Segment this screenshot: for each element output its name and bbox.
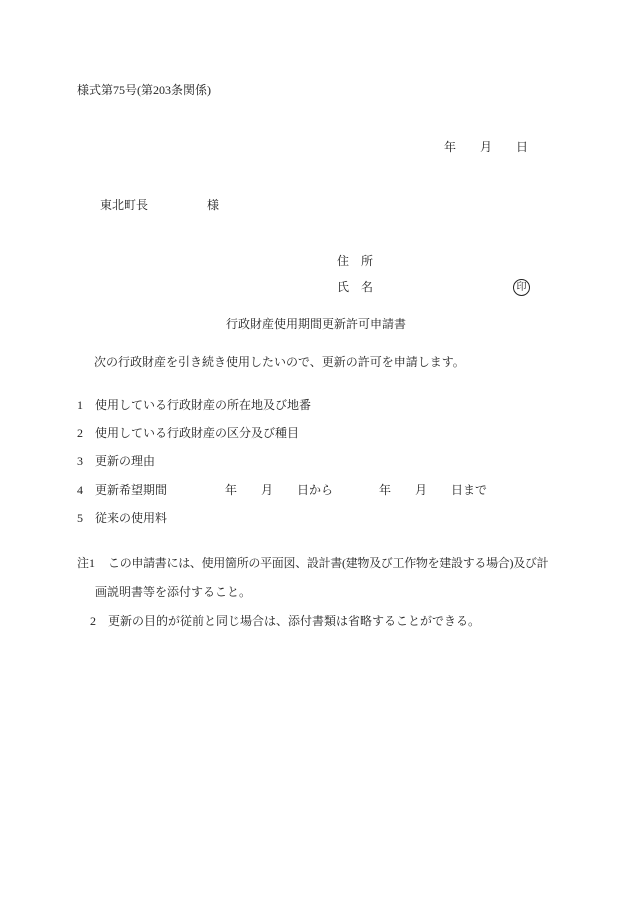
addressee-honorific: 様 (207, 198, 220, 212)
note-2-label: 2 (90, 614, 96, 628)
form-number: 様式第75号(第203条関係) (77, 83, 211, 97)
note-1-line-1: この申請書には、使用箇所の平面図、設計書(建物及び工作物を建設する場合)及び計 (108, 556, 549, 570)
period-from-year: 年 (225, 483, 238, 497)
period-to-month: 月 (415, 483, 428, 497)
address-label: 住 (337, 254, 350, 268)
name-label-2: 名 (361, 280, 374, 294)
period-from-month: 月 (261, 483, 274, 497)
item-number: 2 (77, 426, 83, 440)
item-text: 更新の理由 (95, 454, 156, 468)
addressee-name: 東北町長 (100, 198, 149, 212)
note-2-text: 更新の目的が従前と同じ場合は、添付書類は省略することができる。 (108, 614, 481, 628)
item-number: 4 (77, 483, 83, 497)
body-text: 次の行政財産を引き続き使用したいので、更新の許可を申請します。 (94, 355, 465, 369)
note-1-line-2: 画説明書等を添付すること。 (95, 585, 252, 599)
item-number: 5 (77, 511, 83, 525)
period-to-year: 年 (379, 483, 392, 497)
item-number: 1 (77, 398, 83, 412)
period-to-day: 日まで (451, 483, 488, 497)
note-1-label: 注1 (77, 556, 96, 570)
item-number: 3 (77, 454, 83, 468)
date-month: 月 (480, 140, 493, 154)
name-label: 氏 (337, 280, 350, 294)
item-text: 更新希望期間 (95, 483, 168, 497)
period-from-day: 日から (297, 483, 334, 497)
seal-icon: 印 (513, 279, 530, 296)
item-text: 使用している行政財産の所在地及び地番 (95, 398, 312, 412)
address-label-2: 所 (361, 254, 374, 268)
document-title: 行政財産使用期間更新許可申請書 (226, 317, 407, 331)
item-text: 従来の使用料 (95, 511, 168, 525)
date-year: 年 (444, 140, 457, 154)
date-day: 日 (516, 140, 529, 154)
item-text: 使用している行政財産の区分及び種目 (95, 426, 300, 440)
